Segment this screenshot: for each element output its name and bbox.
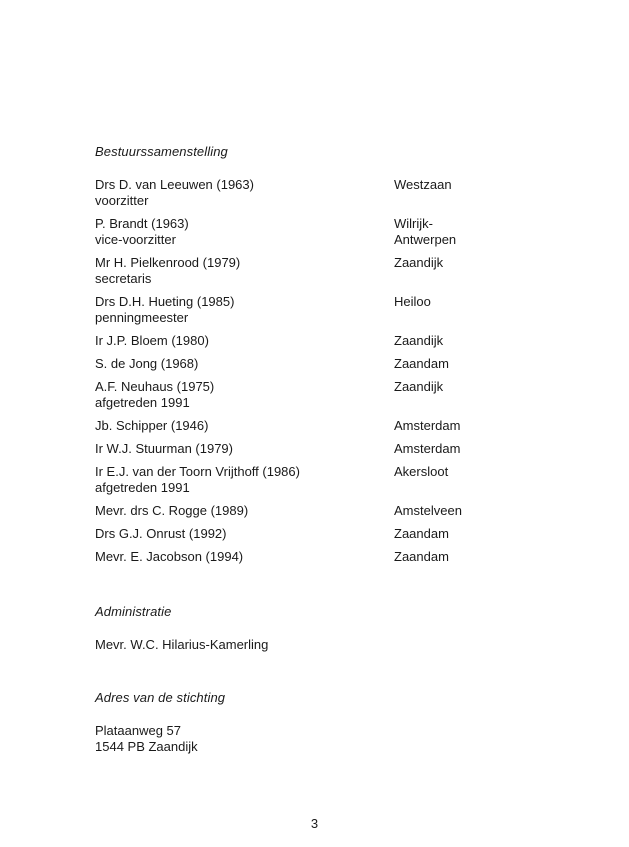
board-member-place xyxy=(394,549,514,565)
board-member-place xyxy=(394,294,514,326)
board-member-info xyxy=(95,526,394,542)
board-member-place-name: Heiloo xyxy=(394,294,431,309)
board-member-name: A.F. Neuhaus (1975) xyxy=(95,379,215,394)
board-member-place-name: Zaandam xyxy=(394,356,449,371)
board-member-info xyxy=(95,177,394,209)
board-member-name: Mevr. E. Jacobson (1994) xyxy=(95,549,244,564)
board-member-place-name: Amsterdam xyxy=(394,418,461,433)
board-member-info xyxy=(95,379,394,411)
board-member-info xyxy=(95,356,394,372)
board-member-list xyxy=(95,177,515,572)
board-member-name: S. de Jong (1968) xyxy=(95,356,199,371)
board-member-info xyxy=(95,549,394,565)
board-member-row xyxy=(95,441,515,457)
address-heading: Adres van de stichting xyxy=(95,690,226,705)
board-member-place xyxy=(394,216,514,248)
board-member-place-name: Zaandam xyxy=(394,549,449,564)
board-member-row xyxy=(95,549,515,565)
board-member-row xyxy=(95,379,515,411)
board-member-info xyxy=(95,464,394,496)
board-member-name: P. Brandt (1963) xyxy=(95,216,189,231)
board-member-role: voorzitter xyxy=(95,193,149,208)
board-member-place xyxy=(394,333,514,349)
board-member-info xyxy=(95,255,394,287)
board-member-name: Ir J.P. Bloem (1980) xyxy=(95,333,209,348)
administration-heading: Administratie xyxy=(95,604,172,619)
board-member-row xyxy=(95,503,515,519)
board-member-name: Jb. Schipper (1946) xyxy=(95,418,209,433)
board-member-place-name: Zaandam xyxy=(394,526,449,541)
board-member-row xyxy=(95,177,515,209)
board-heading: Bestuurssamenstelling xyxy=(95,144,228,159)
address-city: 1544 PB Zaandijk xyxy=(95,739,198,754)
board-member-info xyxy=(95,418,394,434)
board-member-place-name: Zaandijk xyxy=(394,379,444,394)
board-member-role: vice-voorzitter xyxy=(95,232,176,247)
address-street: Plataanweg 57 xyxy=(95,723,182,738)
board-member-place xyxy=(394,177,514,209)
board-member-info xyxy=(95,333,394,349)
board-member-info xyxy=(95,503,394,519)
board-member-role: afgetreden 1991 xyxy=(95,480,190,495)
board-member-place-name: Wilrijk- xyxy=(394,216,433,231)
board-member-row xyxy=(95,294,515,326)
board-member-name: Drs D. van Leeuwen (1963) xyxy=(95,177,254,192)
board-member-place-name: Zaandijk xyxy=(394,333,444,348)
board-member-place xyxy=(394,503,514,519)
board-member-role: afgetreden 1991 xyxy=(95,395,190,410)
board-member-info xyxy=(95,294,394,326)
administration-name: Mevr. W.C. Hilarius-Kamerling xyxy=(95,637,269,652)
board-member-name: Ir W.J. Stuurman (1979) xyxy=(95,441,233,456)
board-member-place xyxy=(394,441,514,457)
board-member-row xyxy=(95,464,515,496)
board-member-name: Mr H. Pielkenrood (1979) xyxy=(95,255,241,270)
board-member-name: Drs D.H. Hueting (1985) xyxy=(95,294,235,309)
board-member-name: Ir E.J. van der Toorn Vrijthoff (1986) xyxy=(95,464,300,479)
board-member-place xyxy=(394,255,514,287)
board-member-info xyxy=(95,441,394,457)
board-member-place xyxy=(394,526,514,542)
board-member-row xyxy=(95,418,515,434)
address-block xyxy=(95,723,198,755)
board-member-row xyxy=(95,255,515,287)
board-member-place xyxy=(394,418,514,434)
board-member-role: secretaris xyxy=(95,271,152,286)
board-member-role: penningmeester xyxy=(95,310,189,325)
board-member-place xyxy=(394,464,514,496)
board-member-place-name: Amstelveen xyxy=(394,503,462,518)
board-member-name: Mevr. drs C. Rogge (1989) xyxy=(95,503,249,518)
board-member-row xyxy=(95,216,515,248)
board-member-row xyxy=(95,356,515,372)
page-number: 3 xyxy=(310,816,319,831)
board-member-place-name: Zaandijk xyxy=(394,255,444,270)
board-member-place-name: Westzaan xyxy=(394,177,452,192)
board-member-place xyxy=(394,356,514,372)
board-member-info xyxy=(95,216,394,248)
board-member-row xyxy=(95,526,515,542)
board-member-row xyxy=(95,333,515,349)
board-member-name: Drs G.J. Onrust (1992) xyxy=(95,526,227,541)
board-member-place-name-continued: Antwerpen xyxy=(394,232,457,247)
board-member-place-name: Amsterdam xyxy=(394,441,461,456)
board-member-place xyxy=(394,379,514,411)
board-member-place-name: Akersloot xyxy=(394,464,449,479)
